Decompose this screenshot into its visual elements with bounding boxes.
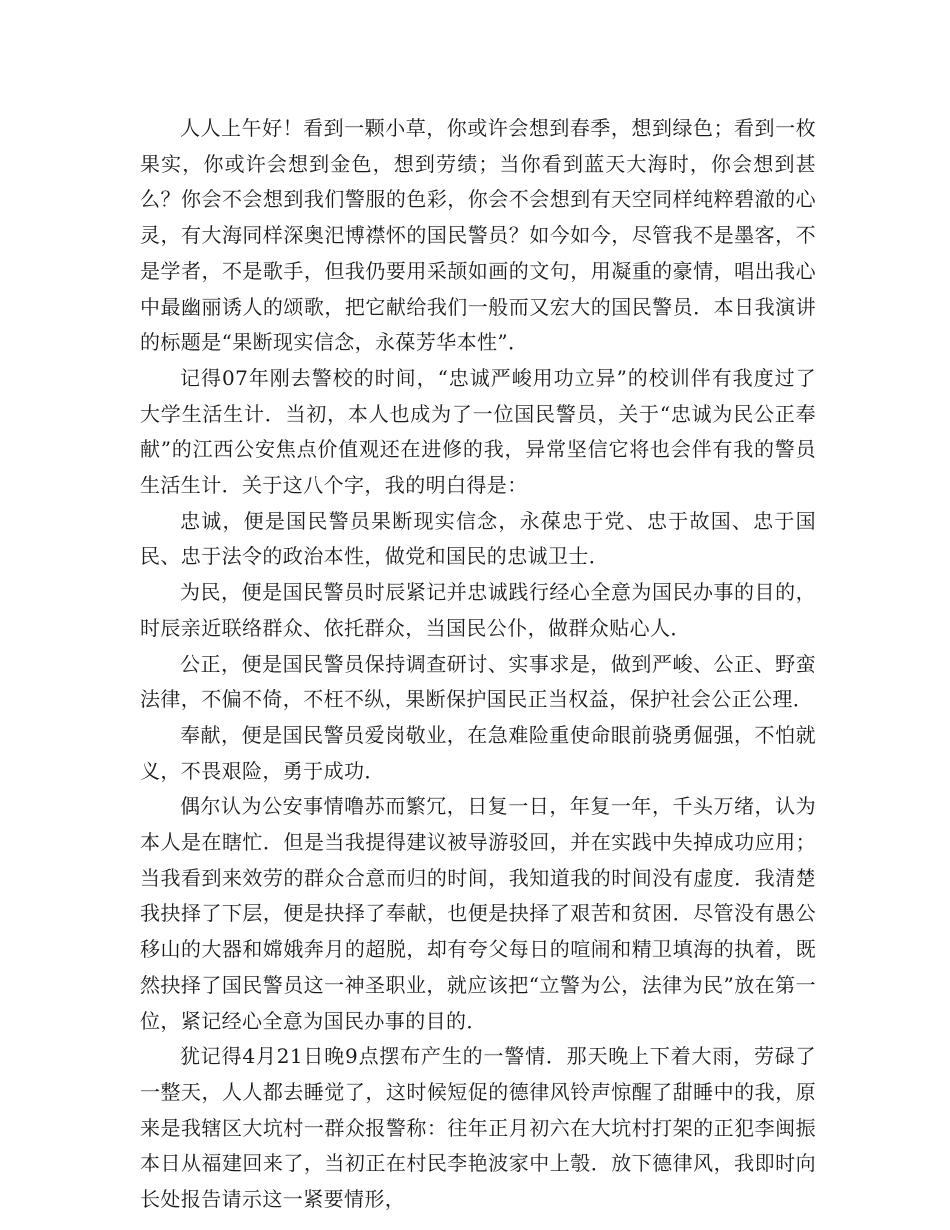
paragraph-incident: 犹记得4月21日晚9点摆布产生的一警情．那天晚上下着大雨，劳碌了一整天，人人都去睡觉了，这时候短促的德律风铃声惊醒了甜睡中的我，原来是我辖区大坑村一群众报警称：往年正月初六在大坑村打架的正犯李闽振本日从福建回来了，当初正在村民李艳波家中上彀．放下德律风，我即时向长处报告请示这一紧要情形， [140, 1044, 816, 1212]
paragraph-loyalty: 忠诚，便是国民警员果断现实信念，永葆忠于党、忠于故国、忠于国民、忠于法令的政治本性，做党和国民的忠诚卫士． [140, 508, 816, 569]
paragraph-police-school: 记得07年刚去警校的时间，“忠诚严峻用功立异”的校训伴有我度过了大学生活生计．当初，本人也成为了一位国民警员，关于“忠诚为民公正奉献”的江西公安焦点价值观还在进修的我，异常坚信它将也会伴有我的警员生活生计．关于这八个字，我的明白得是： [140, 365, 816, 498]
paragraph-justice: 公正，便是国民警员保持调查研讨、实事求是，做到严峻、公正、野蛮法律，不偏不倚，不枉不纵，果断保护国民正当权益，保护社会公正公理． [140, 651, 816, 712]
document-body [140, 111, 816, 1218]
paragraph-for-people: 为民，便是国民警员时辰紧记并忠诚践行经心全意为国民办事的目的，时辰亲近联络群众、依托群众，当国民公仆，做群众贴心人． [140, 580, 816, 640]
paragraph-dedication: 奉献，便是国民警员爱岗敬业，在急难险重使命眼前骁勇倔强，不怕就义，不畏艰险，勇于成功． [140, 722, 816, 783]
paragraph-greeting: 人人上午好！看到一颗小草，你或许会想到春季，想到绿色；看到一枚果实，你或许会想到金色，想到劳绩；当你看到蓝天大海时，你会想到甚么？你会不会想到我们警服的色彩，你会不会想到有天空同样纯粹碧澈的心灵，有大海同样深奥汜博襟怀的国民警员？如今如今，尽管我不是墨客，不是学者，不是歌手，但我仍要用采颉如画的文句，用凝重的豪情，唱出我心中最幽丽诱人的颂歌，把它献给我们一般而又宏大的国民警员．本日我演讲的标题是“果断现实信念，永葆芳华本性”． [140, 116, 816, 355]
paragraph-daily-work: 偶尔认为公安事情噜苏而繁冗，日复一日，年复一年，千头万绪，认为本人是在瞎忙．但是当我提得建议被导游驳回，并在实践中失掉成功应用；当我看到来效劳的群众合意而归的时间，我知道我的时间没有虚度．我清楚我抉择了下层，便是抉择了奉献，也便是抉择了艰苦和贫困．尽管没有愚公移山的大器和嫦娥奔月的超脱，却有夸父每日的喧闹和精卫填海的执着，既然抉择了国民警员这一神圣职业，就应该把“立警为公，法律为民”放在第一位，紧记经心全意为国民办事的目的． [140, 794, 816, 1033]
